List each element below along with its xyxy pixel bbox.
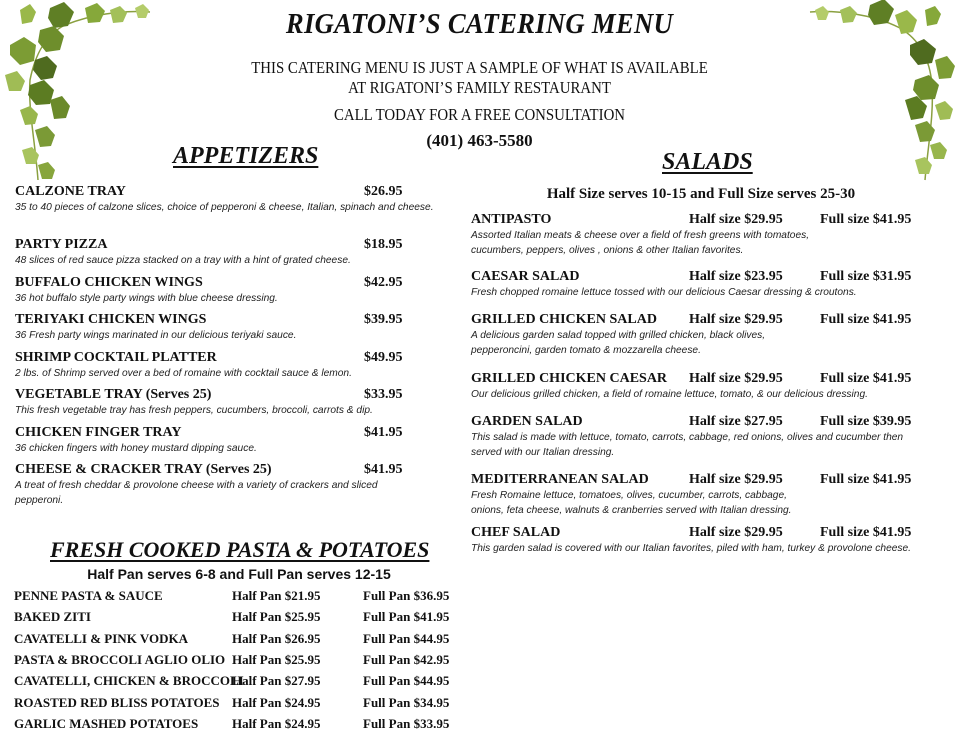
item-name: CALZONE TRAY — [15, 184, 126, 199]
half-size-price: Half size $29.95 — [689, 371, 783, 386]
full-pan-price: Full Pan $44.95 — [363, 673, 450, 688]
item-description: 36 Fresh party wings marinated in our delicious teriyaki sauce. — [15, 330, 297, 341]
pasta-heading: FRESH COOKED PASTA & POTATOES — [50, 537, 430, 562]
half-pan-price: Half Pan $27.95 — [232, 673, 321, 688]
pasta-row — [14, 588, 464, 608]
item-price: $18.95 — [364, 237, 403, 252]
full-pan-price: Full Pan $33.95 — [363, 716, 450, 731]
item-description: This garden salad is covered with our Italian favorites, piled with ham, turkey & provolone cheese. — [471, 543, 911, 554]
item-name: MEDITERRANEAN SALAD — [471, 472, 649, 487]
consultation-line: CALL TODAY FOR A FREE CONSULTATION — [333, 105, 626, 124]
appetizer-item — [15, 387, 435, 418]
full-size-price: Full size $41.95 — [820, 371, 912, 386]
full-size-price: Full size $41.95 — [820, 212, 912, 227]
item-name: ANTIPASTO — [471, 212, 552, 227]
full-pan-price: Full Pan $41.95 — [363, 609, 450, 624]
item-description: Assorted Italian meats & cheese over a field of fresh greens with tomatoes, cucumbers, peppers, olives , onions & other Italian favorites. — [471, 230, 810, 256]
item-name: CHEF SALAD — [471, 525, 561, 540]
item-description: 35 to 40 pieces of calzone slices, choice of pepperoni & cheese, Italian, spinach and cheese. — [15, 202, 434, 213]
salad-item — [471, 472, 931, 518]
item-description: This salad is made with lettuce, tomato, carrots, cabbage, red onions, olives and cucumber then served with our Italian dressing. — [471, 432, 904, 458]
item-description: 48 slices of red sauce pizza stacked on a tray with a hint of grated cheese. — [15, 255, 351, 266]
item-price: $41.95 — [364, 462, 403, 477]
salads-subheading: Half Size serves 10-15 and Full Size serves 25-30 — [546, 186, 856, 202]
appetizer-item — [15, 462, 435, 508]
half-size-price: Half size $29.95 — [689, 525, 783, 540]
item-name: GRILLED CHICKEN CAESAR — [471, 371, 668, 386]
pasta-row — [14, 652, 464, 672]
item-price: $26.95 — [364, 184, 403, 199]
item-name: PENNE PASTA & SAUCE — [14, 588, 163, 603]
item-price: $41.95 — [364, 425, 403, 440]
half-size-price: Half size $27.95 — [689, 414, 783, 429]
full-size-price: Full size $31.95 — [820, 269, 912, 284]
item-description: A delicious garden salad topped with grilled chicken, black olives, pepperoncini, garden tomato & mozzarella cheese. — [471, 330, 766, 356]
item-name: VEGETABLE TRAY (Serves 25) — [15, 387, 212, 402]
item-name: CHEESE & CRACKER TRAY (Serves 25) — [15, 462, 272, 477]
item-name: GARLIC MASHED POTATOES — [14, 716, 199, 731]
item-name: GARDEN SALAD — [471, 414, 583, 429]
full-pan-price: Full Pan $42.95 — [363, 652, 450, 667]
salad-item — [471, 269, 931, 300]
salad-item — [471, 312, 931, 358]
item-name: BUFFALO CHICKEN WINGS — [15, 275, 203, 290]
item-name: CAVATELLI, CHICKEN & BROCCOLI — [14, 673, 244, 688]
item-description: Fresh chopped romaine lettuce tossed with our delicious Caesar dressing & croutons. — [471, 287, 857, 298]
item-description: Our delicious grilled chicken, a field of romaine lettuce, tomato, & our delicious dressing. — [471, 389, 868, 400]
item-name: PASTA & BROCCOLI AGLIO OLIO — [14, 652, 226, 667]
pasta-row — [14, 695, 464, 715]
full-size-price: Full size $41.95 — [820, 525, 912, 540]
item-description: This fresh vegetable tray has fresh peppers, cucumbers, broccoli, carrots & dip. — [15, 405, 373, 416]
item-name: SHRIMP COCKTAIL PLATTER — [15, 350, 217, 365]
full-size-price: Full size $41.95 — [820, 312, 912, 327]
pasta-row — [14, 631, 464, 651]
full-pan-price: Full Pan $44.95 — [363, 631, 450, 646]
item-price: $42.95 — [364, 275, 403, 290]
half-pan-price: Half Pan $21.95 — [232, 588, 321, 603]
item-price: $39.95 — [364, 312, 403, 327]
intro-line-1: THIS CATERING MENU IS JUST A SAMPLE OF WHAT IS AVAILABLE — [251, 58, 708, 77]
item-description: Fresh Romaine lettuce, tomatoes, olives, cucumber, carrots, cabbage, onions, feta cheese, walnuts & cranberries served with Italian dressing. — [471, 490, 792, 516]
item-price: $33.95 — [364, 387, 403, 402]
appetizers-heading: APPETIZERS — [173, 143, 319, 169]
appetizer-item — [15, 425, 435, 456]
full-pan-price: Full Pan $34.95 — [363, 695, 450, 710]
item-description: 2 lbs. of Shrimp served over a bed of romaine with cocktail sauce & lemon. — [15, 368, 352, 379]
half-pan-price: Half Pan $24.95 — [232, 695, 321, 710]
salad-item — [471, 371, 931, 402]
half-pan-price: Half Pan $25.95 — [232, 652, 321, 667]
pasta-row — [14, 673, 464, 693]
half-pan-price: Half Pan $26.95 — [232, 631, 321, 646]
appetizer-item — [15, 184, 435, 215]
pasta-row — [14, 609, 464, 629]
item-name: TERIYAKI CHICKEN WINGS — [15, 312, 207, 327]
item-price: $49.95 — [364, 350, 403, 365]
pasta-row — [14, 716, 464, 736]
salads-heading: SALADS — [662, 149, 753, 175]
half-size-price: Half size $23.95 — [689, 269, 783, 284]
half-size-price: Half size $29.95 — [689, 472, 783, 487]
item-name: CAVATELLI & PINK VODKA — [14, 631, 188, 646]
item-name: ROASTED RED BLISS POTATOES — [14, 695, 220, 710]
salad-item — [471, 525, 931, 556]
appetizer-item — [15, 312, 435, 343]
item-description: A treat of fresh cheddar & provolone cheese with a variety of crackers and sliced pepperoni. — [15, 480, 378, 506]
item-name: CAESAR SALAD — [471, 269, 580, 284]
full-size-price: Full size $41.95 — [820, 472, 912, 487]
appetizer-item — [15, 275, 435, 306]
salad-item — [471, 414, 931, 460]
full-pan-price: Full Pan $36.95 — [363, 588, 450, 603]
half-size-price: Half size $29.95 — [689, 212, 783, 227]
item-name: PARTY PIZZA — [15, 237, 108, 252]
appetizer-item — [15, 237, 435, 268]
item-name: BAKED ZITI — [14, 609, 91, 624]
intro-line-2: AT RIGATONI’S FAMILY RESTAURANT — [348, 78, 611, 97]
appetizer-item — [15, 350, 435, 381]
half-size-price: Half size $29.95 — [689, 312, 783, 327]
half-pan-price: Half Pan $24.95 — [232, 716, 321, 731]
half-pan-price: Half Pan $25.95 — [232, 609, 321, 624]
item-name: CHICKEN FINGER TRAY — [15, 425, 182, 440]
item-name: GRILLED CHICKEN SALAD — [471, 312, 657, 327]
phone-number[interactable]: (401) 463-5580 — [426, 131, 533, 150]
pasta-subheading: Half Pan serves 6-8 and Full Pan serves 12-15 — [87, 566, 391, 582]
salad-item — [471, 212, 931, 258]
menu-title: RIGATONI’S CATERING MENU — [285, 8, 674, 40]
item-description: 36 hot buffalo style party wings with blue cheese dressing. — [15, 293, 278, 304]
item-description: 36 chicken fingers with honey mustard dipping sauce. — [15, 443, 257, 454]
full-size-price: Full size $39.95 — [820, 414, 912, 429]
